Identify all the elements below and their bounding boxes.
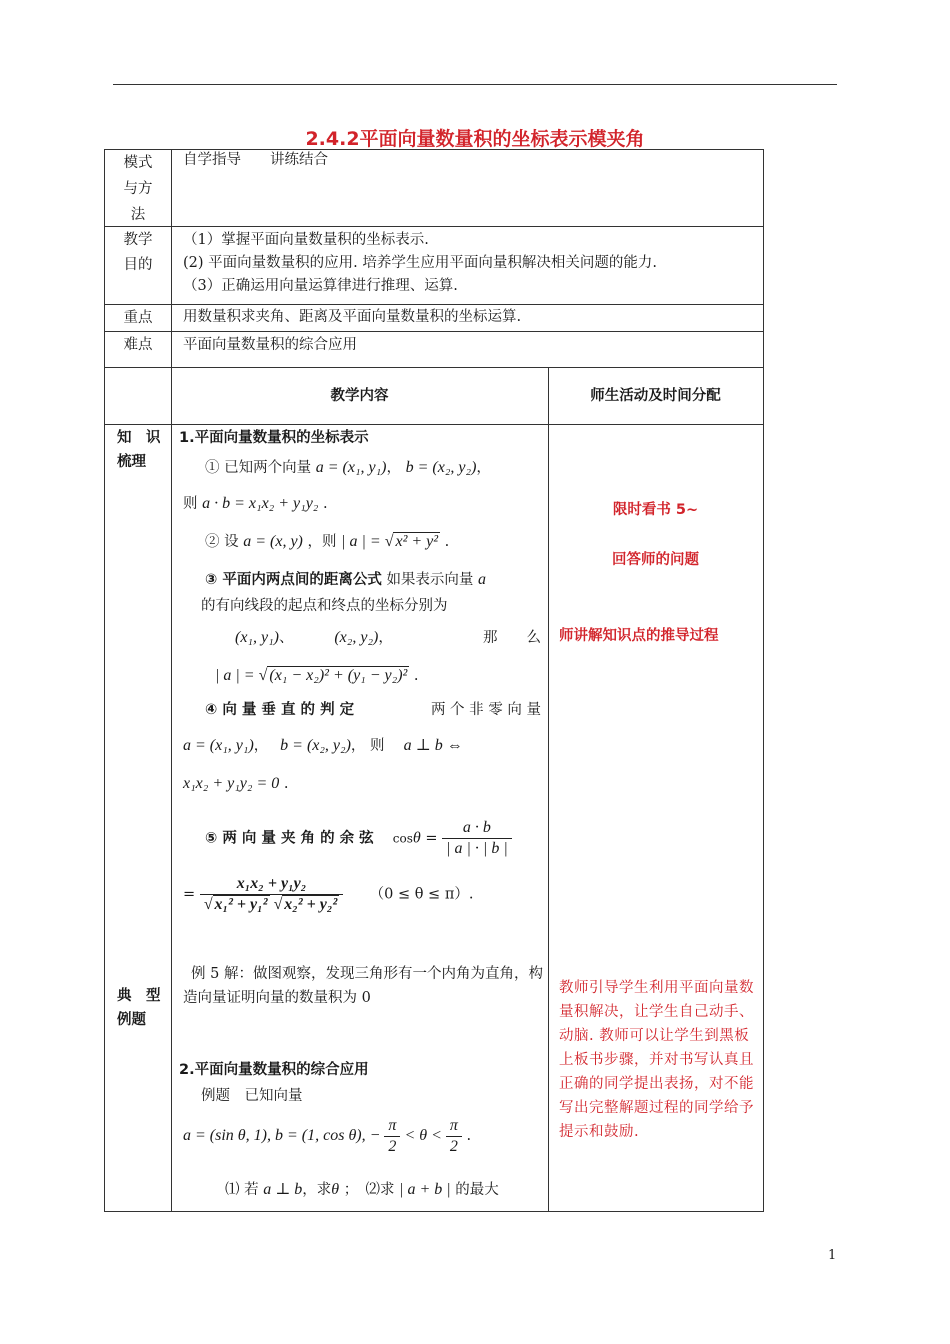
cos-coordinate-fraction: $\frac{\text{x₁x₂ + y₁y₂}}{\text{√ x₁² + y₁² √ x₂² + y₂²}}$ <box>200 874 344 915</box>
formula: | a | = √ (x₁ − x₂)² + (y₁ − y₂)² <box>215 667 408 684</box>
formula: x₁x₂ + y₁y₂ = 0 <box>183 775 280 792</box>
formula: | a | = √ x² + y² <box>341 533 439 550</box>
page-number: 1 <box>828 1248 837 1263</box>
formula: a = (x₁, y₁) <box>315 459 387 476</box>
example-5-solution: 例 5 解：做图观察，发现三角形有一个内角为直角，构造向量证明向量的数量积为 0 <box>183 966 543 1006</box>
section-2-title: 2.平面向量数量积的综合应用 <box>179 1062 369 1078</box>
point-4-condition: x₁x₂ + y₁y₂ = 0 . <box>183 775 289 792</box>
formula: a <box>478 571 487 588</box>
knowledge-label-2: 梳理 <box>117 454 146 470</box>
row-divider <box>105 226 763 227</box>
point-1: ① 已知两个向量 a = (x₁, y₁)， b = (x₂, y₂)， <box>205 459 491 476</box>
point-3-formula: | a | = √ (x₁ − x₂)² + (y₁ − y₂)² . <box>215 667 419 684</box>
formula: b = (x₂, y₂) <box>280 737 351 754</box>
formula: θ <box>331 1181 340 1198</box>
point-1-result: 则 a · b = x₁x₂ + y₁y₂ . <box>183 495 328 512</box>
point-5-range: （0 ≤ θ ≤ π）. <box>376 886 474 903</box>
cos-fraction: $\frac{a \cdot b}{| a | \cdot | b |}$ <box>442 818 512 859</box>
point-3-then: 那 么 <box>483 630 541 646</box>
formula: b = (x₂, y₂) <box>405 459 477 476</box>
example-vectors: a = (sin θ, 1), b = (1, cos θ), − $\frac{\pi}{2}$ < θ < $\frac{\pi}{2}$ . <box>183 1117 472 1155</box>
difficulty-text: 平面向量数量积的综合应用 <box>183 337 357 353</box>
point-5-cos: cos <box>392 831 413 846</box>
point-3-title: ③ 平面内两点间的距离公式 <box>205 572 382 588</box>
formula: a ⊥ b ⇔ <box>403 737 463 754</box>
key-label: 重点 <box>123 310 153 326</box>
page-title: 2.4.2平面向量数量积的坐标表示模夹角 <box>305 128 645 150</box>
point-3-coords: (x₁, y₁)、 (x₂, y₂)， 那 么 <box>235 629 541 646</box>
example-intro: 例题 已知向量 <box>201 1088 303 1104</box>
point-2: ② 设 a = (x, y) ，则 | a | = √ x² + y² . <box>205 533 450 550</box>
key-text: 用数量积求夹角、距离及平面向量数量积的坐标运算. <box>183 309 522 325</box>
goal-label: 教学 目的 <box>123 232 153 273</box>
point-4-vectors: a = (x₁, y₁)， b = (x₂, y₂)， 则 a ⊥ b ⇔ <box>183 737 463 754</box>
point-4-title: ④ 向 量 垂 直 的 判 定 <box>205 702 355 718</box>
point-4-then: 则 <box>370 738 385 754</box>
example-label-1: 典 型 <box>117 988 161 1004</box>
example-label-2: 例题 <box>117 1012 146 1028</box>
activity-header: 师生活动及时间分配 <box>590 388 721 404</box>
point-1-prefix: ① 已知两个向量 <box>205 460 312 476</box>
activity-1: 限时看书 5~ <box>612 502 699 518</box>
lesson-table <box>104 149 764 1212</box>
activity-4: 教师引导学生利用平面向量数量积解决，让学生自己动手、动脑. 教师可以让学生到黑板上板书步骤，并对书写认真且正确的同学提出表扬，对不能写出完整解题过程的同学给予提示和鼓励. <box>559 980 754 1140</box>
point-3-text: 如果表示向量 <box>386 572 474 588</box>
formula: a = (x, y) <box>243 533 303 550</box>
goal-item-1: （1）掌握平面向量数量积的坐标表示. <box>183 232 429 248</box>
knowledge-label-1: 知 识 <box>117 430 161 446</box>
point-3-text2: 的有向线段的起点和终点的坐标分别为 <box>201 598 448 614</box>
goal-item-2: (2) 平面向量数量积的应用. 培养学生应用平面向量积解决相关问题的能力. <box>183 255 657 271</box>
formula: a = (sin θ, 1), b = (1, cos θ), − $\frac{\pi}{2}$ < θ < $\frac{\pi}{2}$ <box>183 1127 462 1144</box>
formula: | a + b | <box>399 1181 451 1198</box>
point-4-text: 两 个 非 零 向 量 <box>430 702 541 718</box>
point-5: ⑤ 两 向 量 夹 角 的 余 弦 cosθ = $\frac{a \cdot b}{| a | \cdot | b |}$ <box>205 818 512 859</box>
header-rule <box>113 84 837 85</box>
goal-item-3: （3）正确运用向量运算律进行推理、运算. <box>183 278 458 294</box>
question-1: ⑴ 若 <box>225 1182 259 1198</box>
row-divider <box>105 304 763 305</box>
point-3 <box>205 570 486 590</box>
row-divider <box>105 331 763 332</box>
point-5-title: ⑤ 两 向 量 夹 角 的 余 弦 <box>205 830 374 847</box>
difficulty-label: 难点 <box>123 337 153 353</box>
formula: (x₁, y₁) <box>235 629 279 646</box>
formula: (x₂, y₂) <box>334 629 379 646</box>
method-text: 自学指导 讲练结合 <box>183 152 328 168</box>
point-4 <box>205 700 541 720</box>
col-divider <box>171 150 172 1211</box>
point-1-then: 则 <box>183 496 198 512</box>
point-2-then: ，则 <box>307 534 337 550</box>
point-2-prefix: ② 设 <box>205 534 239 550</box>
method-label: 模式 与方 法 <box>123 155 153 223</box>
example-questions: ⑴ 若 a ⊥ b，求θ ； ⑵求 | a + b | 的最大 <box>225 1181 499 1198</box>
row-divider <box>105 367 763 368</box>
formula: a ⊥ b <box>263 1181 303 1198</box>
formula: a = (x₁, y₁) <box>183 737 254 754</box>
col-divider <box>548 367 549 1211</box>
activity-2: 回答师的问题 <box>612 552 699 568</box>
section-1-title: 1.平面向量数量积的坐标表示 <box>179 430 369 446</box>
point-5-formula: = $\frac{\text{x₁x₂ + y₁y₂}}{\text{√ x₁² + y₁² √ x₂² + y₂²}}$ （0 ≤ θ ≤ π）. <box>183 875 474 913</box>
question-2: ； ⑵求 <box>343 1182 395 1198</box>
activity-3: 师讲解知识点的推导过程 <box>559 628 719 644</box>
content-header: 教学内容 <box>330 388 389 404</box>
row-divider <box>105 424 763 425</box>
formula: a · b = x₁x₂ + y₁y₂ <box>202 495 319 512</box>
